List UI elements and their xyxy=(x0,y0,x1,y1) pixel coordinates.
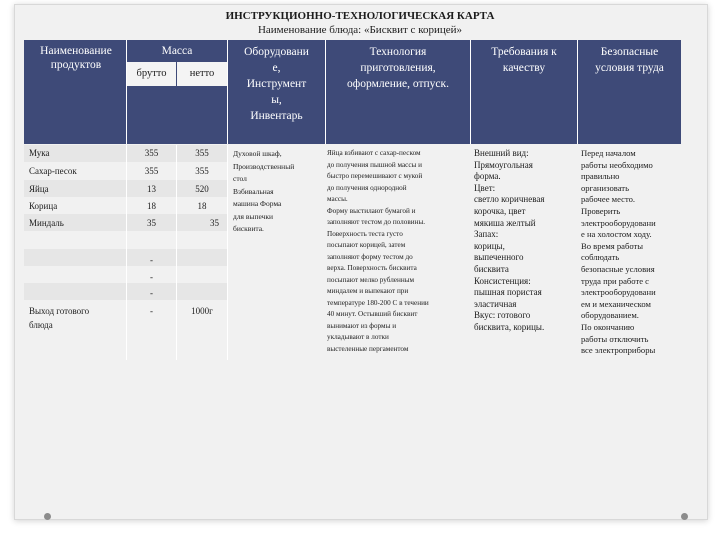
header-equipment: Оборудовани е, Инструмент ы, Инвентарь xyxy=(244,46,309,122)
netto-value: 520 xyxy=(195,184,209,194)
brutto-value: 355 xyxy=(144,148,159,158)
slide-dot-right xyxy=(681,513,688,520)
column-divider xyxy=(176,145,177,360)
output-brutto: - xyxy=(150,306,153,316)
header-brutto: брутто xyxy=(136,68,167,79)
output-netto: 1000г xyxy=(191,306,213,316)
table-row: Сахар-песок xyxy=(29,166,77,176)
column-divider xyxy=(227,145,228,360)
document-title: ИНСТРУКЦИОННО-ТЕХНОЛОГИЧЕСКАЯ КАРТА xyxy=(225,10,495,22)
dish-name: Наименование блюда: «Бисквит с корицей» xyxy=(257,24,463,36)
brutto-value: 35 xyxy=(147,218,156,228)
table-row: Яйца xyxy=(29,184,49,194)
technology-text: Яйца взбивают с сахар-песком до получения пышной массы и быстро перемешивают с мукой до получения однородной массы. Форму выстилают бумагой и заполняют тестом до половины. Поверхность теста густо посыпают корицей, затем заполняют форму тестом до верха. Поверхность бисквита посыпают мелко рубленным миндалем и выпекают при температуре 180-200 С в течении 40 минут. Остывший бисквит вынимают из формы и укладывают в лотки выстеленные пергаментом xyxy=(327,149,429,353)
brutto-value: 13 xyxy=(147,184,156,194)
brutto-value: 355 xyxy=(144,166,159,176)
slide-dot-left xyxy=(44,513,51,520)
brutto-value: - xyxy=(150,272,153,282)
netto-value: 355 xyxy=(195,148,209,158)
table-row: Мука xyxy=(29,148,50,158)
table-row: Миндаль xyxy=(29,218,64,228)
netto-value: 355 xyxy=(195,166,209,176)
netto-value: 18 xyxy=(197,201,207,211)
quality-text: Внешний вид: Прямоугольная форма. Цвет: светло коричневая корочка, цвет мякиша желтый Запах: корицы, выпеченного бисквита Консистенция: пышная пористая эластичная Вкус: готового бисквита, корицы. xyxy=(474,148,545,332)
equipment-text: Духовой шкаф, Производственный стол Взбивальная машина Форма для выпечки бисквита. xyxy=(233,149,295,233)
header-technology: Технология приготовления, оформление, отпуск. xyxy=(347,46,449,90)
brutto-value: - xyxy=(150,255,153,265)
brutto-value: 18 xyxy=(147,201,156,211)
header-mass: Масса xyxy=(161,45,193,57)
header-safety: Безопасные условия труда xyxy=(595,46,664,74)
netto-value: 35 xyxy=(210,218,219,228)
column-divider xyxy=(126,145,127,360)
output-label: Выход готового блюда xyxy=(29,306,90,330)
table-row: Корица xyxy=(29,201,58,211)
brutto-value: - xyxy=(150,288,153,298)
header-netto: нетто xyxy=(189,68,215,79)
header-products: Наименование продуктов xyxy=(40,45,112,71)
safety-text: Перед началом работы необходимо правильно организовать рабочее место. Проверить электрооборудовани е на холостом ходу. Во время работы соблюдать безопасные условия труда при работе с электрооборудовани ем и механическом оборудованием. По окончанию работы отключить все электроприборы xyxy=(581,148,656,356)
header-quality: Требования к качеству xyxy=(491,46,557,74)
